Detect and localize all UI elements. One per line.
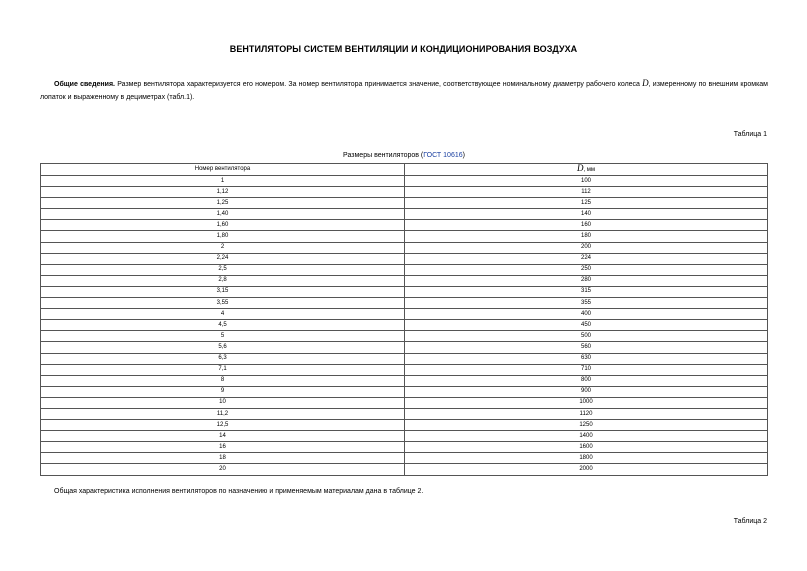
diameter-cell: 710 — [405, 364, 768, 375]
table-row — [41, 298, 768, 309]
table-row — [41, 442, 768, 453]
footer-paragraph: Общая характеристика исполнения вентиляторов по назначению и применяемым материалам дана в таблице 2. — [54, 488, 424, 495]
fan-number-cell: 3,55 — [41, 298, 405, 309]
table-row — [41, 464, 768, 475]
diameter-cell: 2000 — [405, 464, 768, 475]
fan-number-cell: 3,15 — [41, 286, 405, 297]
header-diameter — [405, 164, 768, 176]
fan-sizes-table — [40, 163, 768, 476]
fan-number-cell: 1,25 — [41, 198, 405, 209]
diameter-cell: 250 — [405, 264, 768, 275]
diameter-cell: 1000 — [405, 397, 768, 408]
table-row — [41, 431, 768, 442]
fan-number-cell: 2,5 — [41, 264, 405, 275]
diameter-cell: 355 — [405, 298, 768, 309]
table-row — [41, 386, 768, 397]
table-header-row — [41, 164, 768, 176]
fan-number-cell: 5 — [41, 331, 405, 342]
diameter-cell: 180 — [405, 231, 768, 242]
header-fan-number: Номер вентилятора — [41, 164, 405, 176]
table-row — [41, 198, 768, 209]
caption-close: ) — [462, 152, 465, 159]
table-row — [41, 242, 768, 253]
fan-number-cell: 2,24 — [41, 253, 405, 264]
diameter-cell: 125 — [405, 198, 768, 209]
fan-number-cell: 4,5 — [41, 320, 405, 331]
table-row — [41, 320, 768, 331]
fan-number-cell: 6,3 — [41, 353, 405, 364]
diameter-cell: 140 — [405, 209, 768, 220]
diameter-cell: 315 — [405, 286, 768, 297]
diameter-cell: 400 — [405, 309, 768, 320]
gost-link[interactable]: ГОСТ 10616 — [423, 152, 463, 159]
fan-number-cell: 1,80 — [41, 231, 405, 242]
fan-number-cell: 10 — [41, 397, 405, 408]
diameter-cell: 160 — [405, 220, 768, 231]
diameter-cell: 630 — [405, 353, 768, 364]
fan-number-cell: 8 — [41, 375, 405, 386]
table-2-label: Таблица 2 — [733, 518, 767, 525]
header-diameter-symbol: D — [576, 163, 584, 173]
table-row — [41, 342, 768, 353]
table-row — [41, 420, 768, 431]
table-row — [41, 231, 768, 242]
intro-paragraph — [40, 77, 768, 104]
fan-number-cell: 11,2 — [41, 408, 405, 419]
diameter-cell: 1120 — [405, 408, 768, 419]
intro-text-part1: Размер вентилятора характеризуется его номером. За номер вентилятора принимается значение, соответствующее номинальному диаметру рабочего колеса — [114, 81, 643, 88]
table-row — [41, 220, 768, 231]
table-row — [41, 286, 768, 297]
table-row — [41, 275, 768, 286]
diameter-cell: 560 — [405, 342, 768, 353]
fan-number-cell: 7,1 — [41, 364, 405, 375]
diameter-cell: 450 — [405, 320, 768, 331]
table-row — [41, 453, 768, 464]
table-row — [41, 209, 768, 220]
fan-number-cell: 1,40 — [41, 209, 405, 220]
intro-text-part2: , измеренному по внешним кромкам лопаток и выраженному в дециметрах (табл.1). — [40, 81, 768, 101]
table-row — [41, 353, 768, 364]
diameter-cell: 1800 — [405, 453, 768, 464]
diameter-cell: 1600 — [405, 442, 768, 453]
fan-number-cell: 20 — [41, 464, 405, 475]
fan-number-cell: 9 — [41, 386, 405, 397]
table-row — [41, 408, 768, 419]
diameter-cell: 800 — [405, 375, 768, 386]
fan-number-cell: 12,5 — [41, 420, 405, 431]
diameter-cell: 1400 — [405, 431, 768, 442]
fan-number-cell: 4 — [41, 309, 405, 320]
table-row — [41, 187, 768, 198]
header-diameter-unit: , мм — [583, 167, 596, 173]
table-row — [41, 264, 768, 275]
table-row — [41, 397, 768, 408]
fan-number-cell: 2 — [41, 242, 405, 253]
table-body — [41, 176, 768, 476]
fan-number-cell: 1,12 — [41, 187, 405, 198]
fan-number-cell: 1 — [41, 176, 405, 187]
fan-number-cell: 5,6 — [41, 342, 405, 353]
table-row — [41, 375, 768, 386]
diameter-cell: 1250 — [405, 420, 768, 431]
diameter-cell: 224 — [405, 253, 768, 264]
table-caption — [40, 152, 768, 159]
page-title: ВЕНТИЛЯТОРЫ СИСТЕМ ВЕНТИЛЯЦИИ И КОНДИЦИОНИРОВАНИЯ ВОЗДУХА — [229, 44, 578, 54]
diameter-cell: 500 — [405, 331, 768, 342]
caption-text: Размеры вентиляторов ( — [343, 152, 424, 159]
fan-number-cell: 2,8 — [41, 275, 405, 286]
diameter-cell: 100 — [405, 176, 768, 187]
table-row — [41, 331, 768, 342]
diameter-symbol: D — [642, 78, 649, 88]
diameter-cell: 900 — [405, 386, 768, 397]
table-1-label: Таблица 1 — [733, 131, 767, 138]
table-row — [41, 364, 768, 375]
diameter-cell: 112 — [405, 187, 768, 198]
table-row — [41, 253, 768, 264]
fan-number-cell: 14 — [41, 431, 405, 442]
intro-heading: Общие сведения. — [54, 81, 115, 88]
fan-number-cell: 18 — [41, 453, 405, 464]
fan-number-cell: 16 — [41, 442, 405, 453]
diameter-cell: 280 — [405, 275, 768, 286]
table-row — [41, 309, 768, 320]
table-row — [41, 176, 768, 187]
fan-number-cell: 1,60 — [41, 220, 405, 231]
diameter-cell: 200 — [405, 242, 768, 253]
